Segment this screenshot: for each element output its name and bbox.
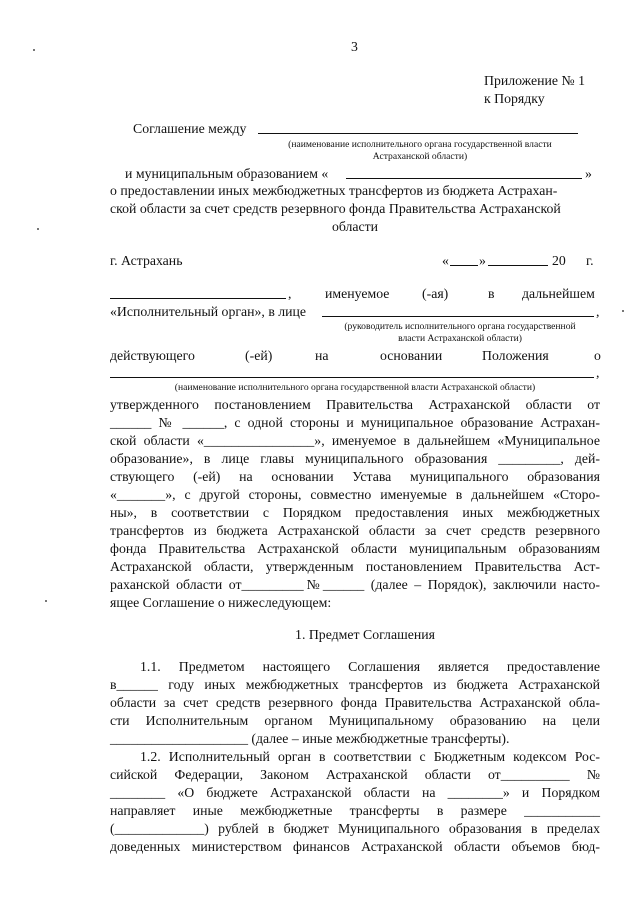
acting-word-1: действующего bbox=[110, 348, 195, 363]
body-line: ствующего (-ей) на основании Устава муниципального образования bbox=[110, 469, 600, 484]
p12-line: ________ «О бюджете Астраханской области на ________» и Порядком bbox=[110, 785, 600, 800]
acting-word-6: о bbox=[594, 348, 601, 363]
municipal-close-quote: » bbox=[585, 166, 592, 181]
exec-in-person-label: «Исполнительный орган», в лице bbox=[110, 304, 307, 319]
scan-speck bbox=[33, 49, 35, 51]
year-prefix: 20 bbox=[552, 253, 566, 268]
month-blank bbox=[488, 265, 548, 266]
scan-speck bbox=[37, 228, 39, 230]
p12-line: направляет иные межбюджетные трансферты в размере ___________ bbox=[110, 803, 600, 818]
p12-line: (_____________) рублей в бюджет Муниципального образования в пределах bbox=[110, 821, 600, 836]
head-comma: , bbox=[596, 304, 600, 319]
body-line: Астраханской области, утвержденным постановлением Правительства Аст- bbox=[110, 559, 600, 574]
scan-speck bbox=[622, 310, 624, 312]
date-close-quote: » bbox=[479, 253, 486, 268]
p11-line: сти Исполнительным органом Муниципальному образованию на цели bbox=[110, 713, 600, 728]
regulation-comma: , bbox=[596, 365, 600, 380]
scan-speck bbox=[45, 600, 47, 602]
head-caption-line1: (руководитель исполнительного органа государственной bbox=[344, 321, 576, 332]
subject-line-3: области bbox=[331, 219, 379, 234]
named-word-2: (-ая) bbox=[422, 286, 449, 301]
exec-caption: (наименование исполнительного органа государственной власти Астраханской области) bbox=[174, 382, 536, 393]
appendix-title: Приложение № 1 bbox=[484, 73, 586, 88]
acting-word-3: на bbox=[315, 348, 329, 363]
p12-line: 1.2. Исполнительный орган в соответствии с Бюджетным кодексом Рос- bbox=[140, 749, 600, 764]
regulation-name-blank bbox=[110, 377, 594, 378]
body-line: ______ № ______, с одной стороны и муниципальное образование Астрахан- bbox=[110, 415, 600, 430]
appendix-subtitle: к Порядку bbox=[484, 91, 545, 106]
body-line: «_______», с другой стороны, совместно именуемые в дальнейшем «Сторо- bbox=[110, 487, 600, 502]
day-blank bbox=[450, 265, 478, 266]
p11-line-last: ____________________ (далее – иные межбюджетные трансферты). bbox=[110, 731, 510, 746]
p11-line: 1.1. Предметом настоящего Соглашения является предоставление bbox=[140, 659, 600, 674]
body-line: трансфертов из бюджета Астраханской области за счет средств резервного bbox=[110, 523, 600, 538]
head-caption-line2: власти Астраханской области) bbox=[398, 333, 522, 344]
section1-heading: 1. Предмет Соглашения bbox=[295, 627, 435, 642]
municipal-label: и муниципальным образованием « bbox=[125, 166, 329, 181]
acting-word-2: (-ей) bbox=[245, 348, 273, 363]
p11-line: области за счет средств резервного фонда Правительства Астраханской обла- bbox=[110, 695, 600, 710]
body-line: образование», в лице главы муниципального образования _________, дей- bbox=[110, 451, 600, 466]
named-word-1: именуемое bbox=[325, 286, 390, 301]
page-number: 3 bbox=[351, 39, 358, 54]
body-line: фонда Правительства Астраханской области муниципальным образованиям bbox=[110, 541, 600, 556]
city-label: г. Астрахань bbox=[110, 253, 183, 268]
agreement-between-label: Соглашение между bbox=[133, 121, 247, 136]
party-name-blank bbox=[110, 298, 286, 299]
p11-line: в______ году иных межбюджетных трансфертов из бюджета Астраханской bbox=[110, 677, 600, 692]
body-line: утвержденного постановлением Правительства Астраханской области от bbox=[110, 397, 600, 412]
body-line: раханской области от_________№______ (далее – Порядок), заключили насто- bbox=[110, 577, 600, 592]
p12-line: доведенных министерством финансов Астраханской области объемов бюд- bbox=[110, 839, 600, 854]
municipal-name-blank bbox=[346, 178, 582, 179]
body-line: ны», в соответствии с Порядком предоставления иных межбюджетных bbox=[110, 505, 600, 520]
acting-word-5: Положения bbox=[482, 348, 549, 363]
date-open-quote: « bbox=[442, 253, 449, 268]
executive-caption-line2: Астраханской области) bbox=[372, 151, 468, 162]
p12-line: сийской Федерации, Законом Астраханской области от__________ № bbox=[110, 767, 600, 782]
body-line-last: ящее Соглашение о нижеследующем: bbox=[110, 595, 332, 610]
executive-caption-line1: (наименование исполнительного органа государственной власти bbox=[288, 139, 552, 150]
acting-word-4: основании bbox=[380, 348, 443, 363]
party-comma: , bbox=[288, 286, 292, 301]
body-line: ской области «________________», именуемое в дальнейшем «Муниципальное bbox=[110, 433, 600, 448]
subject-line-1: о предоставлении иных межбюджетных трансфертов из бюджета Астрахан- bbox=[110, 183, 558, 198]
named-word-4: дальнейшем bbox=[522, 286, 595, 301]
year-suffix: г. bbox=[586, 253, 594, 268]
subject-line-2: ской области за счет средств резервного фонда Правительства Астраханской bbox=[110, 201, 561, 216]
head-name-blank bbox=[322, 316, 594, 317]
named-word-3: в bbox=[488, 286, 495, 301]
executive-name-blank bbox=[258, 133, 578, 134]
